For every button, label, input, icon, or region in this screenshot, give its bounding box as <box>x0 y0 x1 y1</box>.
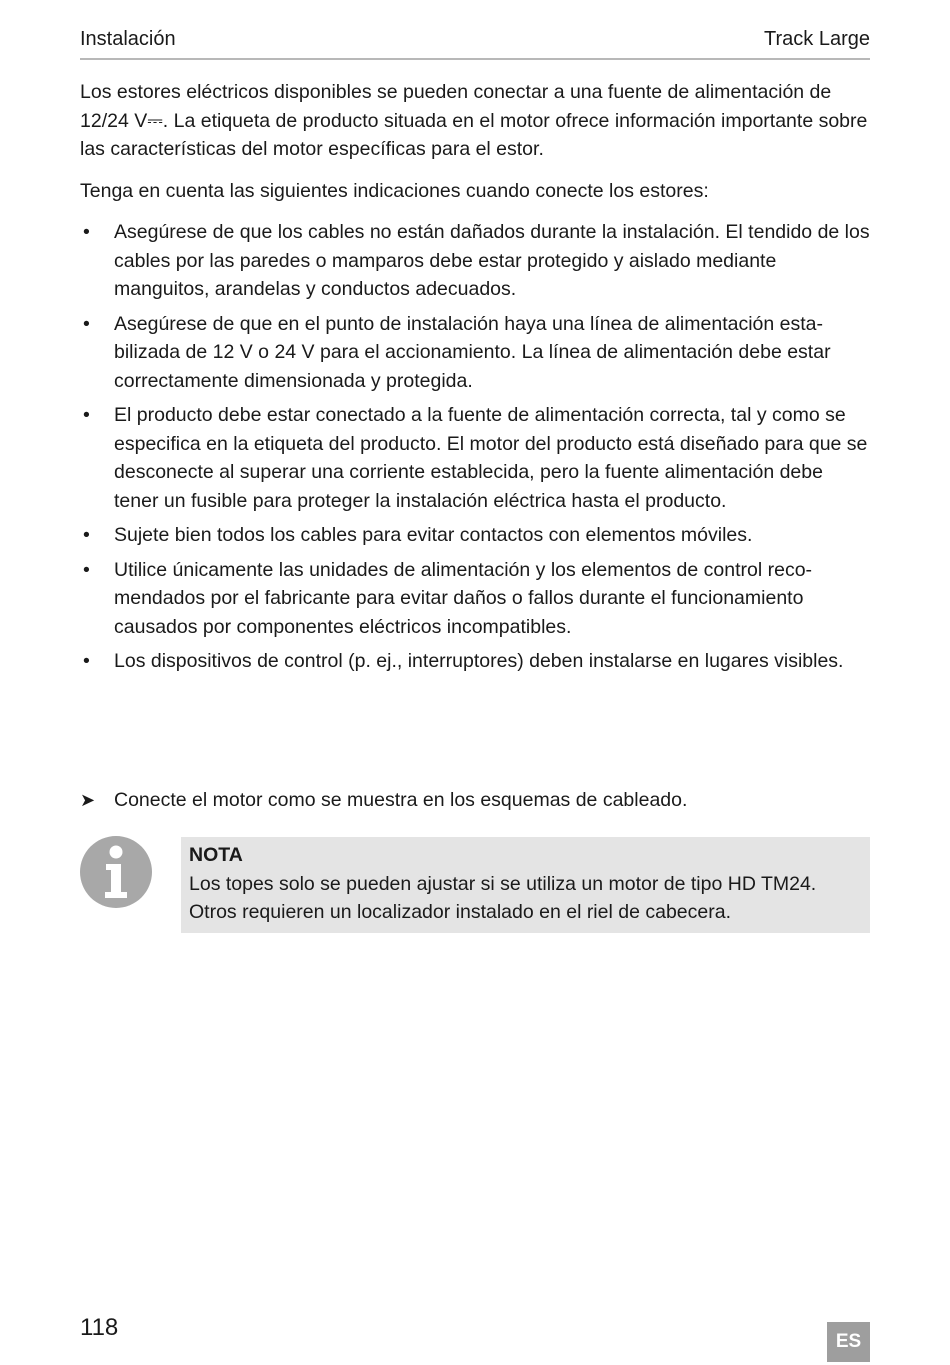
language-badge: ES <box>827 1322 870 1362</box>
instructions-lead: Tenga en cuenta las siguientes indicaciones cuando conecte los estores: <box>80 179 709 202</box>
list-item-text: Sujete bien todos los cables para evitar contactos con elementos móviles. <box>114 524 753 546</box>
arrow-icon: ➤ <box>80 790 96 810</box>
note-title: NOTA <box>189 844 243 866</box>
instructions-list <box>80 218 870 676</box>
list-item <box>80 310 870 396</box>
list-item <box>80 647 870 676</box>
bullet-icon: • <box>83 650 90 672</box>
note-text: Los topes solo se pueden ajustar si se utiliza un motor de tipo HD TM24. Otros requieren un localizador instalado en el riel de cabecera. <box>189 872 817 923</box>
list-item-text: Asegúrese de que en el punto de instalación haya una línea de alimentación estabilizada de 12 V o 24 V para el accionamiento. La línea de alimentación debe estar correctamente dimensionada y protegida. <box>114 312 831 392</box>
header-product-name: Track Large <box>764 28 870 50</box>
action-step-text: Conecte el motor como se muestra en los esquemas de cableado. <box>114 789 688 811</box>
main-content <box>80 78 870 682</box>
page-header <box>80 28 870 60</box>
info-icon <box>80 836 152 908</box>
bullet-icon: • <box>83 524 90 546</box>
note-box <box>181 837 870 933</box>
list-item-text: Los dispositivos de control (p. ej., interruptores) deben instalarse en lugares visibles. <box>114 650 844 672</box>
list-item-text: Asegúrese de que los cables no están dañados durante la instalación. El tendido de los cables por las paredes o mamparos debe estar protegido y aislado mediante manguitos, arandelas y conductos adecuados. <box>114 221 870 300</box>
bullet-icon: • <box>83 221 90 243</box>
list-item <box>80 218 870 304</box>
page-number: 118 <box>80 1314 119 1341</box>
list-item-text: El producto debe estar conectado a la fuente de alimentación correcta, tal y como se especifica en la etiqueta del producto. El motor del producto está diseñado para que se desconecte al superar una corriente establecida, pero la fuente alimentación debe tener un fusible para proteger la instalación eléctrica hasta el producto. <box>114 404 868 512</box>
list-item <box>80 521 870 550</box>
list-item <box>80 401 870 515</box>
list-item <box>80 556 870 642</box>
bullet-icon: • <box>83 558 90 581</box>
bullet-icon: • <box>83 404 90 426</box>
list-item-text: Utilice únicamente las unidades de alimentación y los elementos de control recomendados por el fabricante para evitar daños o fallos durante el funcionamiento causados por componentes eléctricos incompatibles. <box>114 558 813 638</box>
header-section-title: Instalación <box>80 28 176 50</box>
action-step <box>80 786 870 815</box>
intro-paragraph: Los estores eléctricos disponibles se pueden conectar a una fuente de alimentación de 12/24 V⎓. La etiqueta de producto situada en el motor ofrece información importante sobre las características del motor específicas para el estor. <box>80 81 868 160</box>
bullet-icon: • <box>83 312 90 335</box>
